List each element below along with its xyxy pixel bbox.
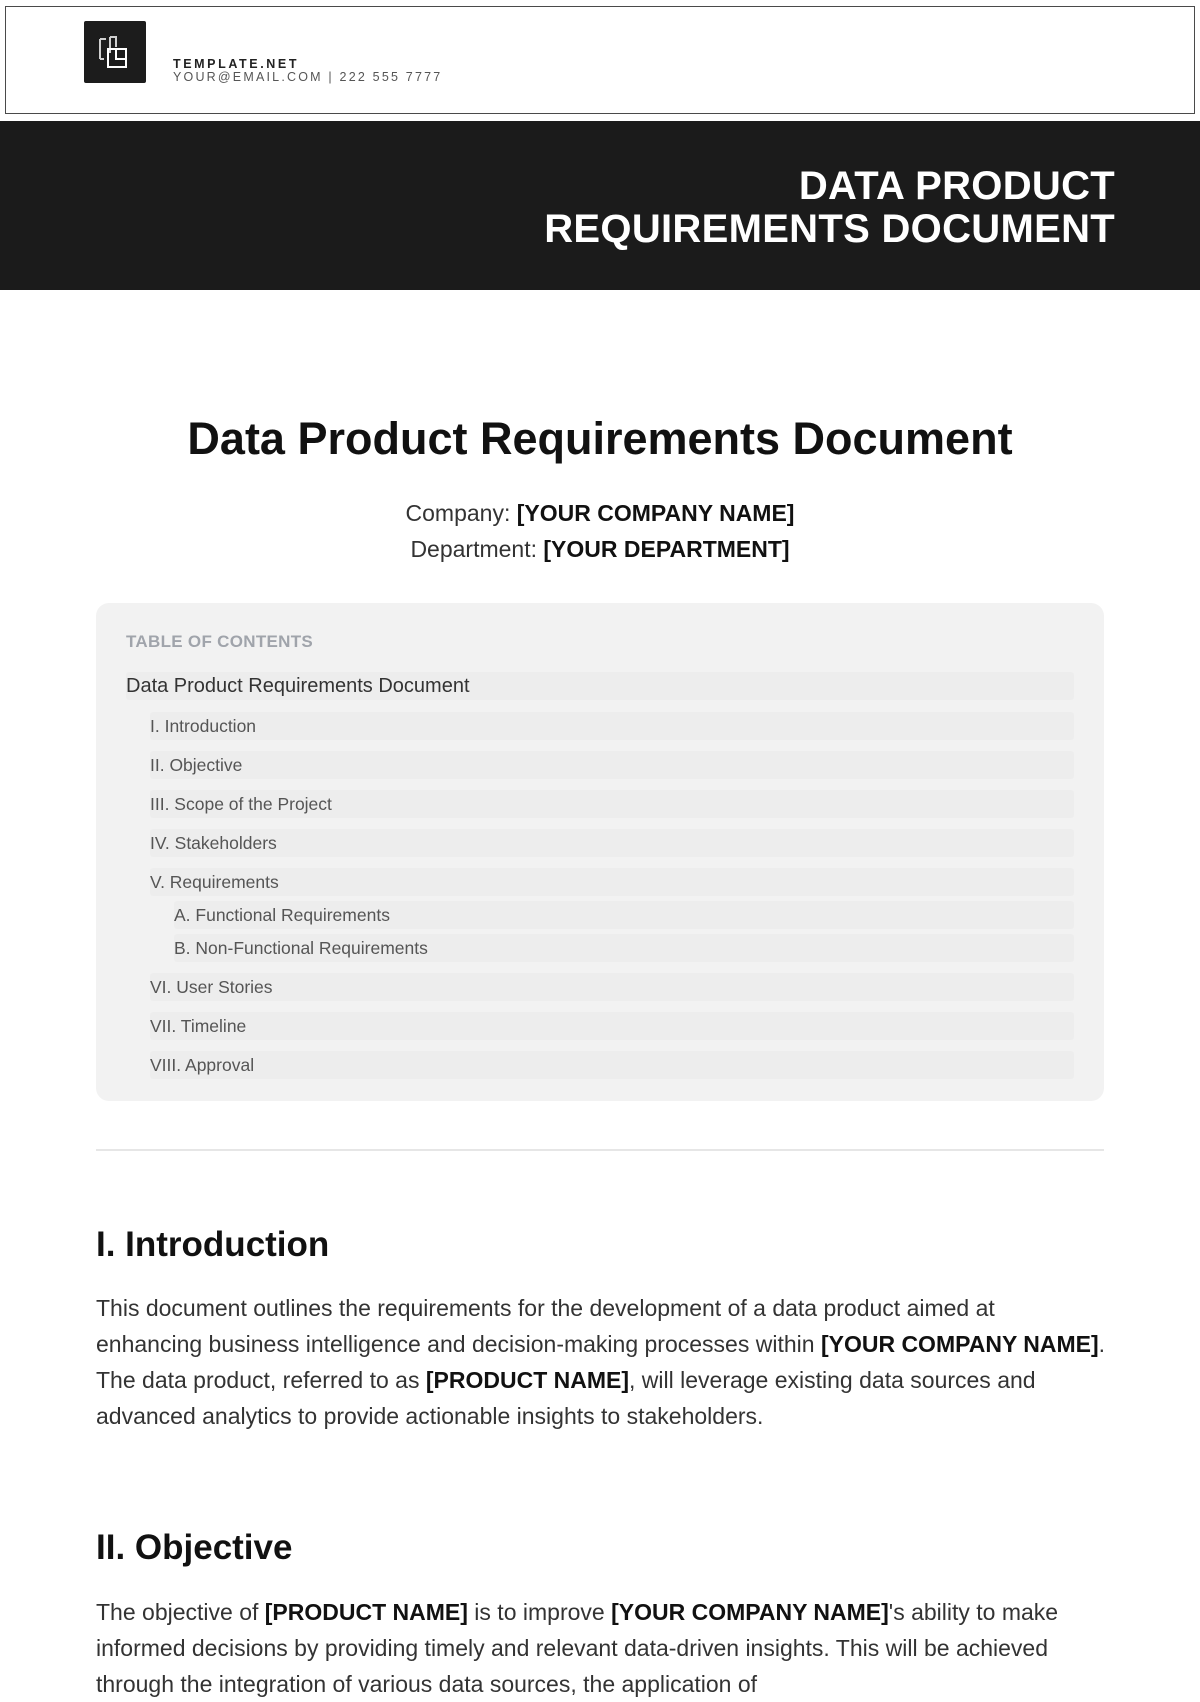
toc-link-requirements[interactable]: V. Requirements bbox=[150, 868, 1074, 896]
template-net-logo-icon bbox=[84, 21, 146, 83]
introduction-heading: I. Introduction bbox=[96, 1225, 330, 1264]
document-title: Data Product Requirements Document bbox=[187, 413, 1013, 464]
toc-link-timeline[interactable]: VII. Timeline bbox=[150, 1012, 1074, 1040]
company-line bbox=[0, 500, 1200, 527]
toc-heading: TABLE OF CONTENTS bbox=[126, 632, 314, 651]
objective-paragraph bbox=[96, 1594, 1106, 1702]
objective-heading: II. Objective bbox=[96, 1528, 293, 1567]
toc-link-document[interactable]: Data Product Requirements Document bbox=[126, 672, 1074, 700]
toc-link-approval[interactable]: VIII. Approval bbox=[150, 1051, 1074, 1079]
toc-link-functional-requirements[interactable]: A. Functional Requirements bbox=[174, 901, 1074, 929]
introduction-company-placeholder: [YOUR COMPANY NAME] bbox=[820, 1331, 1099, 1357]
toc-link-introduction[interactable]: I. Introduction bbox=[150, 712, 1074, 740]
introduction-product-placeholder: [PRODUCT NAME] bbox=[425, 1367, 630, 1393]
department-value: [YOUR DEPARTMENT] bbox=[543, 536, 790, 562]
banner-title bbox=[544, 165, 1115, 251]
banner-title-line2: REQUIREMENTS DOCUMENT bbox=[544, 207, 1115, 251]
introduction-text-3: , will leverage existing data sources and advanced analytics to provide actionable insights to stakeholders. bbox=[96, 1367, 1036, 1429]
department-label: Department: bbox=[410, 536, 544, 562]
objective-text-2: is to improve bbox=[467, 1599, 612, 1625]
section-divider bbox=[96, 1149, 1104, 1151]
objective-company-placeholder: [YOUR COMPANY NAME] bbox=[611, 1599, 889, 1625]
toc-link-objective[interactable]: II. Objective bbox=[150, 751, 1074, 779]
title-banner bbox=[0, 121, 1200, 290]
introduction-text-1: This document outlines the requirements for the development of a data product aimed at enhancing business intelligence and decision-making processes within bbox=[96, 1295, 995, 1357]
toc-link-scope[interactable]: III. Scope of the Project bbox=[150, 790, 1074, 818]
introduction-paragraph bbox=[96, 1290, 1106, 1434]
banner-title-line1: DATA PRODUCT bbox=[798, 164, 1115, 208]
company-label: Company: bbox=[405, 500, 517, 526]
objective-product-placeholder: [PRODUCT NAME] bbox=[264, 1599, 468, 1625]
department-line bbox=[0, 536, 1200, 563]
brand-contact: YOUR@EMAIL.COM | 222 555 7777 bbox=[173, 70, 443, 84]
toc-link-non-functional-requirements[interactable]: B. Non-Functional Requirements bbox=[174, 934, 1074, 962]
brand-name: TEMPLATE.NET bbox=[173, 57, 300, 71]
objective-text-1: The objective of bbox=[96, 1599, 265, 1625]
company-value: [YOUR COMPANY NAME] bbox=[516, 500, 795, 526]
toc-link-user-stories[interactable]: VI. User Stories bbox=[150, 973, 1074, 1001]
objective-text-3: 's ability to make informed decisions by providing timely and relevant data-driven insights. This will be achieved through the integration of various data sources, the application of bbox=[96, 1599, 1059, 1697]
toc-link-stakeholders[interactable]: IV. Stakeholders bbox=[150, 829, 1074, 857]
table-of-contents bbox=[96, 603, 1104, 1101]
introduction-text-2: . The data product, referred to as bbox=[96, 1331, 1106, 1393]
